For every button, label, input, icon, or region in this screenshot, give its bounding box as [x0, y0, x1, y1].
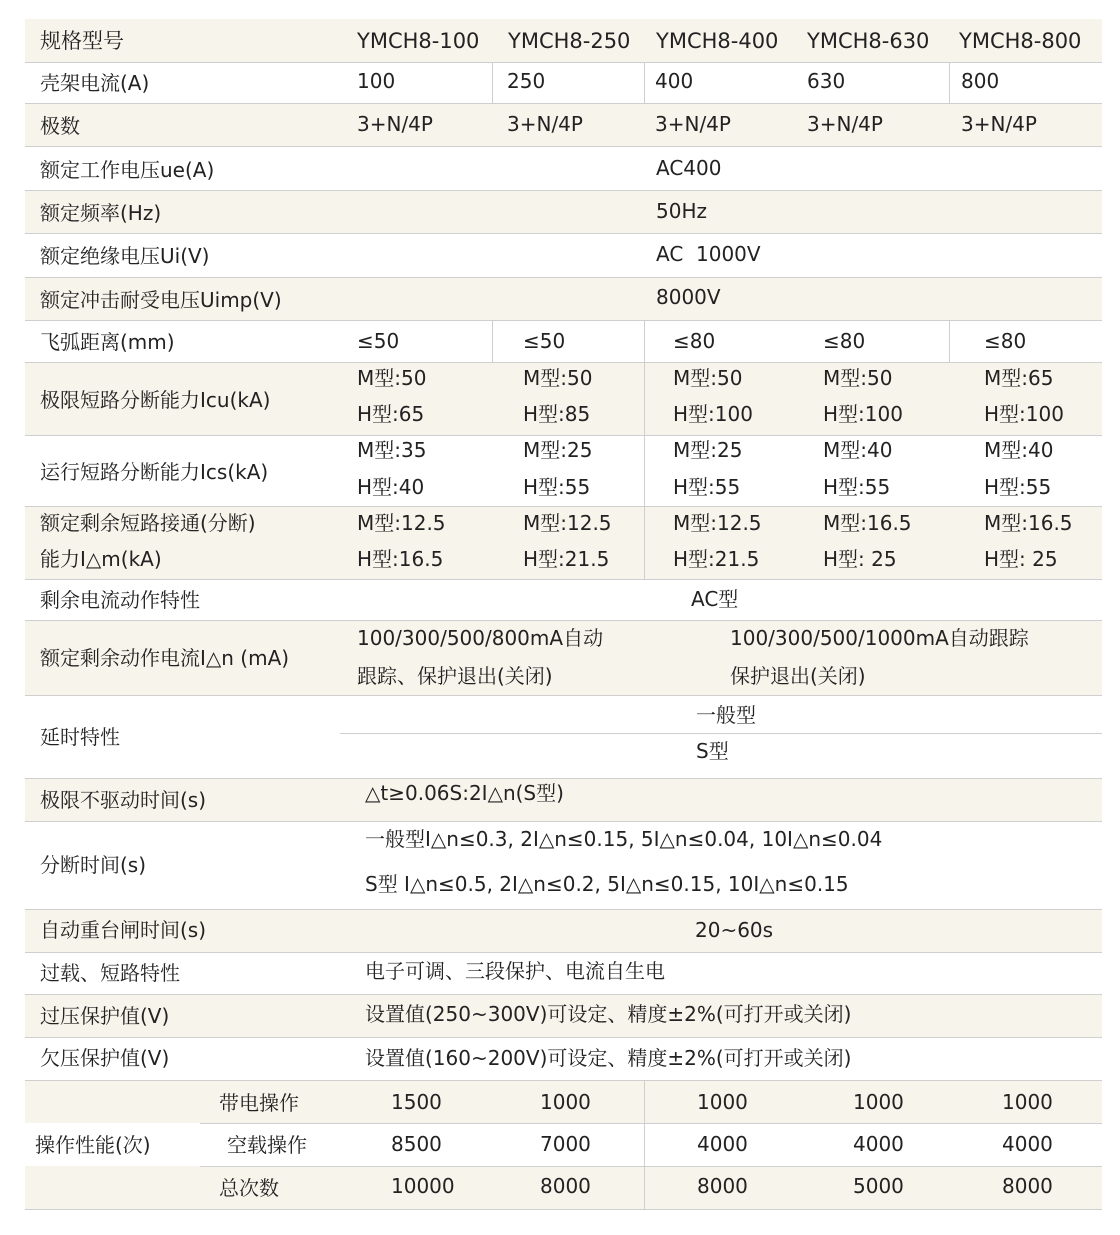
ics-m-value: M型:40	[984, 438, 1054, 462]
residual-characteristic-label: 剩余电流动作特性	[40, 588, 200, 612]
idm-label: 能力I△m(kA)	[40, 547, 162, 571]
row-divider	[25, 190, 1102, 191]
idm-h-value: H型: 25	[823, 547, 897, 571]
ics-label: 运行短路分断能力Ics(kA)	[40, 460, 269, 484]
row-divider	[25, 994, 1102, 995]
rated-residual-current-left: 100/300/500/800mA自动	[357, 626, 604, 650]
row-divider	[25, 1037, 1102, 1038]
operation-value: 8500	[391, 1132, 442, 1156]
rated-working-voltage-value: AC400	[656, 156, 722, 180]
arc-distance-value: ≤80	[823, 329, 866, 353]
col-divider	[492, 320, 493, 362]
row-divider	[25, 103, 1102, 104]
row-divider	[25, 579, 1102, 580]
poles-value: 3+N/4P	[961, 112, 1037, 136]
frame-current-value: 800	[961, 69, 1000, 93]
row-divider	[200, 1123, 1102, 1124]
row-divider	[25, 620, 1102, 621]
row-divider	[25, 362, 1102, 363]
icu-m-value: M型:50	[823, 366, 893, 390]
rated-impulse-voltage-value: 8000V	[656, 285, 721, 309]
icu-h-value: H型:100	[984, 402, 1064, 426]
col-divider	[644, 320, 645, 362]
arc-distance-value: ≤50	[523, 329, 566, 353]
ics-h-value: H型:40	[357, 475, 425, 499]
row-divider	[25, 778, 1102, 779]
ics-m-value: M型:25	[523, 438, 593, 462]
header-label: 规格型号	[40, 29, 124, 53]
ics-h-value: H型:55	[823, 475, 891, 499]
row-divider	[25, 821, 1102, 822]
icu-h-value: H型:65	[357, 402, 425, 426]
non-actuation-time-value: △t≥0.06S:2I△n(S型)	[365, 781, 564, 805]
arc-distance-label: 飞弧距离(mm)	[40, 330, 175, 354]
col-divider	[949, 62, 950, 103]
overvoltage-label: 过压保护值(V)	[40, 1004, 170, 1028]
operation-value: 10000	[391, 1174, 455, 1198]
operation-row-label: 带电操作	[219, 1091, 299, 1115]
operation-value: 1000	[1002, 1090, 1053, 1114]
idm-h-value: H型:16.5	[357, 547, 444, 571]
icu-m-value: M型:50	[357, 366, 427, 390]
frame-current-value: 630	[807, 69, 846, 93]
poles-value: 3+N/4P	[807, 112, 883, 136]
icu-h-value: H型:100	[673, 402, 753, 426]
operation-value: 4000	[697, 1132, 748, 1156]
poles-label: 极数	[40, 114, 80, 138]
arc-distance-value: ≤80	[984, 329, 1027, 353]
model-column-header: YMCH8-400	[656, 29, 779, 53]
rated-insulation-voltage-label: 额定绝缘电压Ui(V)	[40, 244, 210, 268]
operation-value: 8000	[697, 1174, 748, 1198]
ics-m-value: M型:40	[823, 438, 893, 462]
rated-frequency-label: 额定频率(Hz)	[40, 201, 162, 225]
rated-residual-current-right: 保护退出(关闭)	[730, 664, 866, 688]
row-divider	[25, 909, 1102, 910]
row-divider	[25, 506, 1102, 507]
row-divider	[25, 1209, 1102, 1210]
operation-value: 4000	[853, 1132, 904, 1156]
rated-insulation-voltage-value: AC 1000V	[656, 242, 761, 266]
poles-value: 3+N/4P	[357, 112, 433, 136]
rated-working-voltage-label: 额定工作电压ue(A)	[40, 158, 215, 182]
row-divider	[25, 146, 1102, 147]
operation-row-label: 空载操作	[227, 1133, 307, 1157]
poles-value: 3+N/4P	[507, 112, 583, 136]
operation-row-label: 总次数	[219, 1176, 279, 1200]
undervoltage-value: 设置值(160~200V)可设定、精度±2%(可打开或关闭)	[365, 1046, 852, 1070]
operation-value: 4000	[1002, 1132, 1053, 1156]
model-column-header: YMCH8-800	[959, 29, 1082, 53]
col-divider	[949, 320, 950, 362]
frame-current-value: 250	[507, 69, 546, 93]
frame-current-value: 400	[655, 69, 694, 93]
col-divider	[644, 362, 645, 579]
ics-m-value: M型:35	[357, 438, 427, 462]
idm-m-value: M型:12.5	[357, 511, 446, 535]
idm-h-value: H型:21.5	[673, 547, 760, 571]
idm-label: 额定剩余短路接通(分断)	[40, 511, 256, 535]
operation-label: 操作性能(次)	[35, 1133, 151, 1157]
icu-h-value: H型:100	[823, 402, 903, 426]
overload-short-label: 过载、短路特性	[40, 961, 180, 985]
rated-impulse-voltage-label: 额定冲击耐受电压Uimp(V)	[40, 288, 282, 312]
operation-value: 1000	[540, 1090, 591, 1114]
non-actuation-time-label: 极限不驱动时间(s)	[40, 788, 207, 812]
idm-h-value: H型: 25	[984, 547, 1058, 571]
frequency-row-bg	[25, 190, 1102, 233]
undervoltage-label: 欠压保护值(V)	[40, 1046, 170, 1070]
frame-current-label: 壳架电流(A)	[40, 71, 150, 95]
icu-m-value: M型:50	[673, 366, 743, 390]
row-divider	[25, 952, 1102, 953]
row-divider	[25, 320, 1102, 321]
model-column-header: YMCH8-250	[508, 29, 631, 53]
operation-value: 1000	[853, 1090, 904, 1114]
delay-characteristic-value: S型	[696, 739, 729, 763]
overvoltage-value: 设置值(250~300V)可设定、精度±2%(可打开或关闭)	[365, 1002, 852, 1026]
row-divider	[25, 1080, 1102, 1081]
ics-h-value: H型:55	[673, 475, 741, 499]
rated-residual-current-left: 跟踪、保护退出(关闭)	[357, 664, 553, 688]
col-divider	[644, 62, 645, 103]
ics-m-value: M型:25	[673, 438, 743, 462]
auto-reclose-time-value: 20~60s	[695, 918, 774, 942]
icu-h-value: H型:85	[523, 402, 591, 426]
break-time-line: S型 I△n≤0.5, 2I△n≤0.2, 5I△n≤0.15, 10I△n≤0.15	[365, 872, 849, 896]
row-divider	[25, 233, 1102, 234]
auto-reclose-time-label: 自动重台闸时间(s)	[40, 918, 207, 942]
delay-characteristic-value: 一般型	[696, 703, 756, 727]
col-divider	[492, 62, 493, 103]
icu-label: 极限短路分断能力Icu(kA)	[40, 388, 271, 412]
idm-m-value: M型:12.5	[523, 511, 612, 535]
row-divider	[25, 62, 1102, 63]
model-column-header: YMCH8-100	[357, 29, 480, 53]
operation-value: 8000	[1002, 1174, 1053, 1198]
delay-characteristic-label: 延时特性	[40, 725, 120, 749]
icu-m-value: M型:50	[523, 366, 593, 390]
idm-m-value: M型:16.5	[984, 511, 1073, 535]
frame-current-value: 100	[357, 69, 396, 93]
row-divider	[340, 733, 1102, 734]
rated-residual-current-right: 100/300/500/1000mA自动跟踪	[730, 626, 1029, 650]
operation-value: 7000	[540, 1132, 591, 1156]
ics-h-value: H型:55	[523, 475, 591, 499]
arc-distance-value: ≤80	[673, 329, 716, 353]
operation-value: 1500	[391, 1090, 442, 1114]
rated-residual-current-label: 额定剩余动作电流I△n (mA)	[40, 646, 290, 670]
col-divider	[644, 1080, 645, 1209]
poles-value: 3+N/4P	[655, 112, 731, 136]
residual-characteristic-value: AC型	[691, 587, 739, 611]
ics-h-value: H型:55	[984, 475, 1052, 499]
row-divider	[25, 277, 1102, 278]
operation-value: 8000	[540, 1174, 591, 1198]
idm-m-value: M型:12.5	[673, 511, 762, 535]
break-time-label: 分断时间(s)	[40, 853, 147, 877]
icu-m-value: M型:65	[984, 366, 1054, 390]
idm-h-value: H型:21.5	[523, 547, 610, 571]
idm-m-value: M型:16.5	[823, 511, 912, 535]
row-divider	[200, 1166, 1102, 1167]
break-time-line: 一般型I△n≤0.3, 2I△n≤0.15, 5I△n≤0.04, 10I△n≤0.04	[365, 827, 883, 851]
rated-frequency-value: 50Hz	[656, 199, 707, 223]
model-column-header: YMCH8-630	[807, 29, 930, 53]
arc-distance-value: ≤50	[357, 329, 400, 353]
row-divider	[25, 695, 1102, 696]
operation-value: 5000	[853, 1174, 904, 1198]
row-divider	[25, 435, 1102, 436]
operation-value: 1000	[697, 1090, 748, 1114]
overload-short-value: 电子可调、三段保护、电流自生电	[365, 959, 665, 983]
